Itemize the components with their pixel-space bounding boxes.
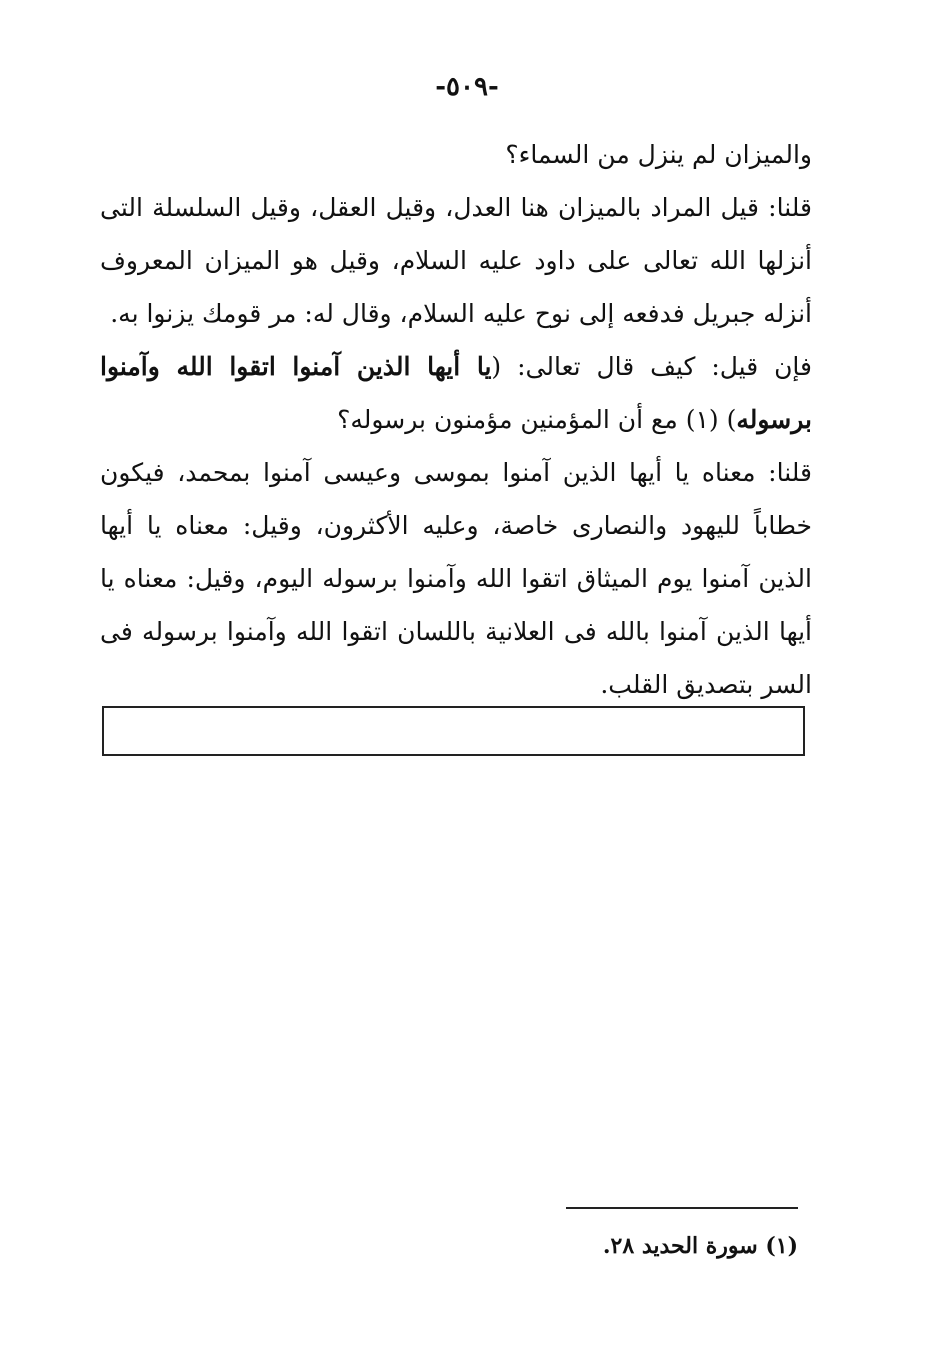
paragraph-answer-iman: قلنا: معناه يا أيها الذين آمنوا بموسى وعيسى آمنوا بمحمد، فيكون خطاباً لليهود والنصارى خاصة، وعليه الأكثرون، وقيل: معناه يا أيها الذين آمنوا يوم الميثاق اتقوا الله وآمنوا برسوله اليوم، وقيل: معناه يا أيها الذين آمنوا بالله فى العلانية باللسان اتقوا الله وآمنوا برسوله فى السر بتصديق القلب. [100, 458, 812, 699]
footnote: (١) سورة الحديد ٢٨. [602, 1233, 798, 1259]
page-number: -٥٠٩- [435, 72, 499, 102]
paragraph-answer-mizan: قلنا: قيل المراد بالميزان هنا العدل، وقيل العقل، وقيل السلسلة التى أنزلها الله تعالى على داود عليه السلام، وقيل هو الميزان المعروف أنزله جبريل فدفعه إلى نوح عليه السلام، وقال له: مر قومك يزنوا به. [100, 193, 812, 328]
quran-quote: يا أيها الذين آمنوا اتقوا الله وآمنوا برسوله [100, 352, 812, 434]
question-intro: فإن قيل: كيف قال تعالى: ( [491, 352, 812, 381]
empty-frame [102, 706, 805, 756]
paragraph-question-mizan: والميزان لم ينزل من السماء؟ [505, 140, 812, 169]
footnote-divider [566, 1207, 798, 1209]
paragraph-question-iman [100, 340, 812, 446]
main-text [100, 128, 812, 711]
question-outro: ) (١) مع أن المؤمنين مؤمنون برسوله؟ [337, 405, 737, 434]
